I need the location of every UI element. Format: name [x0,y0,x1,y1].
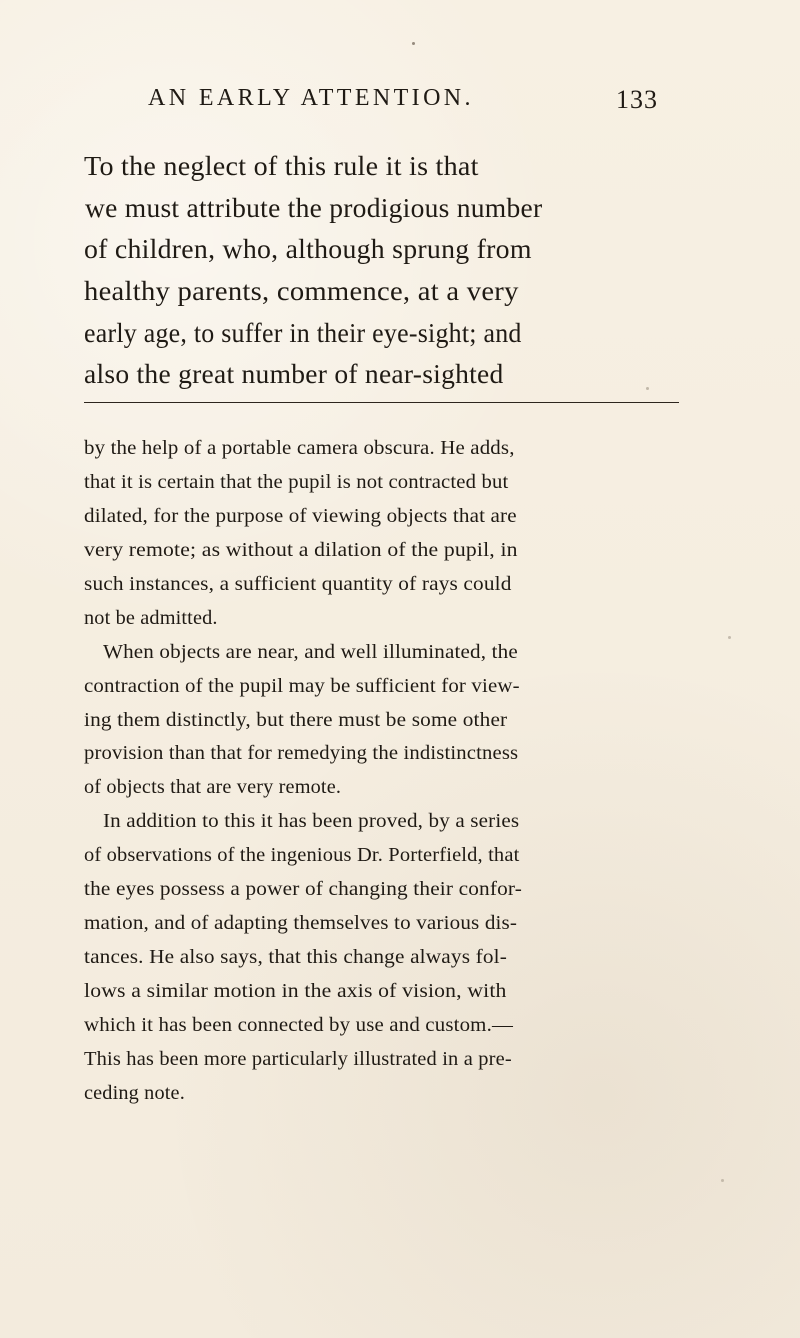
main-text-line-content: we must attribute the prodigious number [85,192,543,223]
main-text-line-content: of children, who, although sprung from [84,234,532,265]
main-text-line-content: To the neglect of this rule it is that [84,151,479,181]
main-text-line-content: early age, to suffer in their eye-sight; and [84,317,522,348]
footnote-line-content: that it is certain that the pupil is not contracted but [84,470,509,493]
footnote-line-content: provision than that for remedying the indistinctness [84,742,519,765]
page-header [148,85,658,119]
footnote-line [84,1077,679,1111]
footnote-line-content: not be admitted. [84,606,218,629]
footnote-line [84,568,679,602]
footnote-line-content: of objects that are very remote. [84,776,342,799]
ink-speck [721,1179,724,1182]
footnote-line-content: lows a similar motion in the axis of vision, with [84,980,507,1002]
footnote-line [84,907,679,941]
footnote-line-content: very remote; as without a dilation of the pupil, in [84,538,518,561]
footnote-line-content: tances. He also says, that this change always fol- [84,946,508,969]
main-text-line [84,146,678,188]
footnote-line [84,602,679,636]
main-text-line [84,271,678,313]
footnote-line [84,534,679,568]
footnote-separator [84,402,679,403]
page-number: 133 [616,85,658,114]
main-paragraph [84,146,678,396]
footnote-line [84,1043,679,1077]
footnote-line [84,941,679,975]
running-head: AN EARLY ATTENTION. [148,85,474,111]
footnote-line-content: contraction of the pupil may be sufficient for view- [84,674,520,697]
footnote-line [84,466,679,500]
footnote-line [84,805,679,839]
footnote-line-content: This has been more particularly illustrated in a pre- [84,1047,512,1070]
footnote-line-content: the eyes possess a power of changing their confor- [84,878,522,901]
footnote-line [84,1009,679,1043]
footnote-line-content: of observations of the ingenious Dr. Porterfield, that [84,844,520,867]
footnote-line [84,771,679,805]
main-text-line [84,229,678,271]
footnote-line-content: When objects are near, and well illuminated, the [103,640,518,663]
footnote-text [84,432,679,1111]
main-text-line-content: healthy parents, commence, at a very [84,276,519,307]
footnote-line [84,839,679,873]
footnote-line-content: mation, and of adapting themselves to various dis- [84,912,518,935]
footnote-line-content: by the help of a portable camera obscura. He adds, [84,437,515,459]
footnote-line-content: ing them distinctly, but there must be some other [84,708,508,731]
footnote-line [84,670,679,704]
footnote-line-content: such instances, a sufficient quantity of rays could [84,572,512,595]
footnote-line [84,636,679,670]
footnote-line [84,432,679,466]
ink-speck [728,636,731,639]
footnote-line [84,737,679,771]
main-text-line [84,313,678,355]
footnote-line [84,500,679,534]
main-text-line [84,188,678,230]
footnote-line-content: In addition to this it has been proved, by a series [103,810,520,833]
main-text-line [84,354,678,396]
footnote-line [84,704,679,738]
footnote-line-content: which it has been connected by use and custom.— [84,1013,514,1036]
footnote-line-content: ceding note. [84,1081,185,1104]
main-text-line-content: also the great number of near-sighted [84,359,504,390]
footnote-line [84,873,679,907]
ink-speck [412,42,415,45]
footnote-line-content: dilated, for the purpose of viewing objects that are [84,504,517,527]
footnote-line [84,975,679,1009]
